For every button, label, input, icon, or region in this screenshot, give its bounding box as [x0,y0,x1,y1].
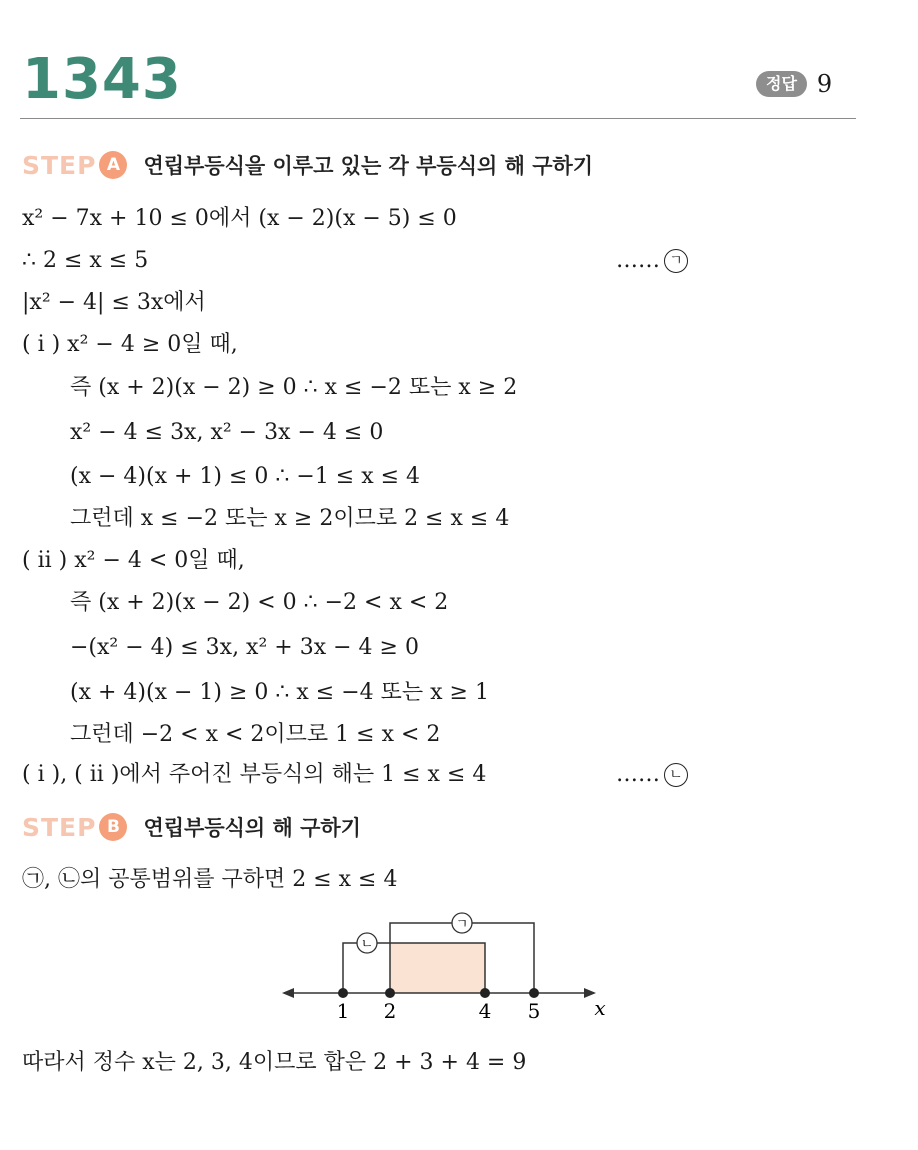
answer-box [756,70,832,98]
case-1-heading: ( i ) x² − 4 ≥ 0일 때, [22,332,238,357]
solution-line-15: ㉠, ㉡의 공통범위를 구하면 2 ≤ x ≤ 4 [22,867,398,892]
solution-line-2: ∴ 2 ≤ x ≤ 5 [22,248,149,273]
range-a-label: ㄱ [455,917,469,932]
solution-line-11: −(x² − 4) ≤ 3x, x² + 3x − 4 ≥ 0 [70,635,419,660]
problem-number: 1343 [22,47,182,112]
marker-a-dots: …… [616,248,660,273]
solution-line-5: 즉 (x + 2)(x − 2) ≥ 0 ∴ x ≤ −2 또는 x ≥ 2 [70,375,518,400]
header-divider [20,118,856,119]
marker-a-circle: ㄱ [664,249,688,273]
solution-line-14: ( i ), ( ii )에서 주어진 부등식의 해는 1 ≤ x ≤ 4 [22,762,487,787]
number-line-diagram [270,905,630,1030]
step-a-title: 연립부등식을 이루고 있는 각 부등식의 해 구하기 [143,154,594,178]
marker-b-circle: ㄴ [664,763,688,787]
marker-b [616,760,688,790]
solution-line-8: 그런데 x ≤ −2 또는 x ≥ 2이므로 2 ≤ x ≤ 4 [70,506,510,531]
solution-line-1: x² − 7x + 10 ≤ 0에서 (x − 2)(x − 5) ≤ 0 [22,206,457,231]
step-b-header [22,812,361,842]
solution-line-10: 즉 (x + 2)(x − 2) < 0 ∴ −2 < x < 2 [70,590,449,615]
point-5 [529,988,539,998]
marker-a [616,246,688,276]
range-b-label: ㄴ [360,937,374,952]
solution-line-12: (x + 4)(x − 1) ≥ 0 ∴ x ≤ −4 또는 x ≥ 1 [70,680,489,705]
solution-line-6: x² − 4 ≤ 3x, x² − 3x − 4 ≤ 0 [70,420,384,445]
answer-badge: 정답 [756,71,807,97]
case-2-heading: ( ii ) x² − 4 < 0일 때, [22,548,245,573]
solution-line-3: |x² − 4| ≤ 3x에서 [22,290,206,315]
axis-left-arrow [282,988,294,998]
marker-b-dots: …… [616,762,660,787]
step-a-badge: A [99,151,127,179]
tick-label-4: 4 [478,999,492,1023]
tick-label-5: 5 [527,999,541,1023]
step-a-header [22,150,593,180]
point-2 [385,988,395,998]
step-b-badge: B [99,813,127,841]
step-b-label: STEP [22,812,97,842]
point-1 [338,988,348,998]
solution-line-7: (x − 4)(x + 1) ≤ 0 ∴ −1 ≤ x ≤ 4 [70,464,421,489]
tick-label-2: 2 [383,999,397,1023]
axis-variable-label: x [594,996,606,1020]
solution-line-13: 그런데 −2 < x < 2이므로 1 ≤ x < 2 [70,722,441,747]
step-a-label: STEP [22,150,97,180]
answer-value: 9 [816,70,833,98]
step-b-title: 연립부등식의 해 구하기 [143,816,361,840]
point-4 [480,988,490,998]
intersection-region [390,943,485,993]
tick-label-1: 1 [336,999,350,1023]
final-answer-line: 따라서 정수 x는 2, 3, 4이므로 합은 2 + 3 + 4 = 9 [22,1050,527,1075]
